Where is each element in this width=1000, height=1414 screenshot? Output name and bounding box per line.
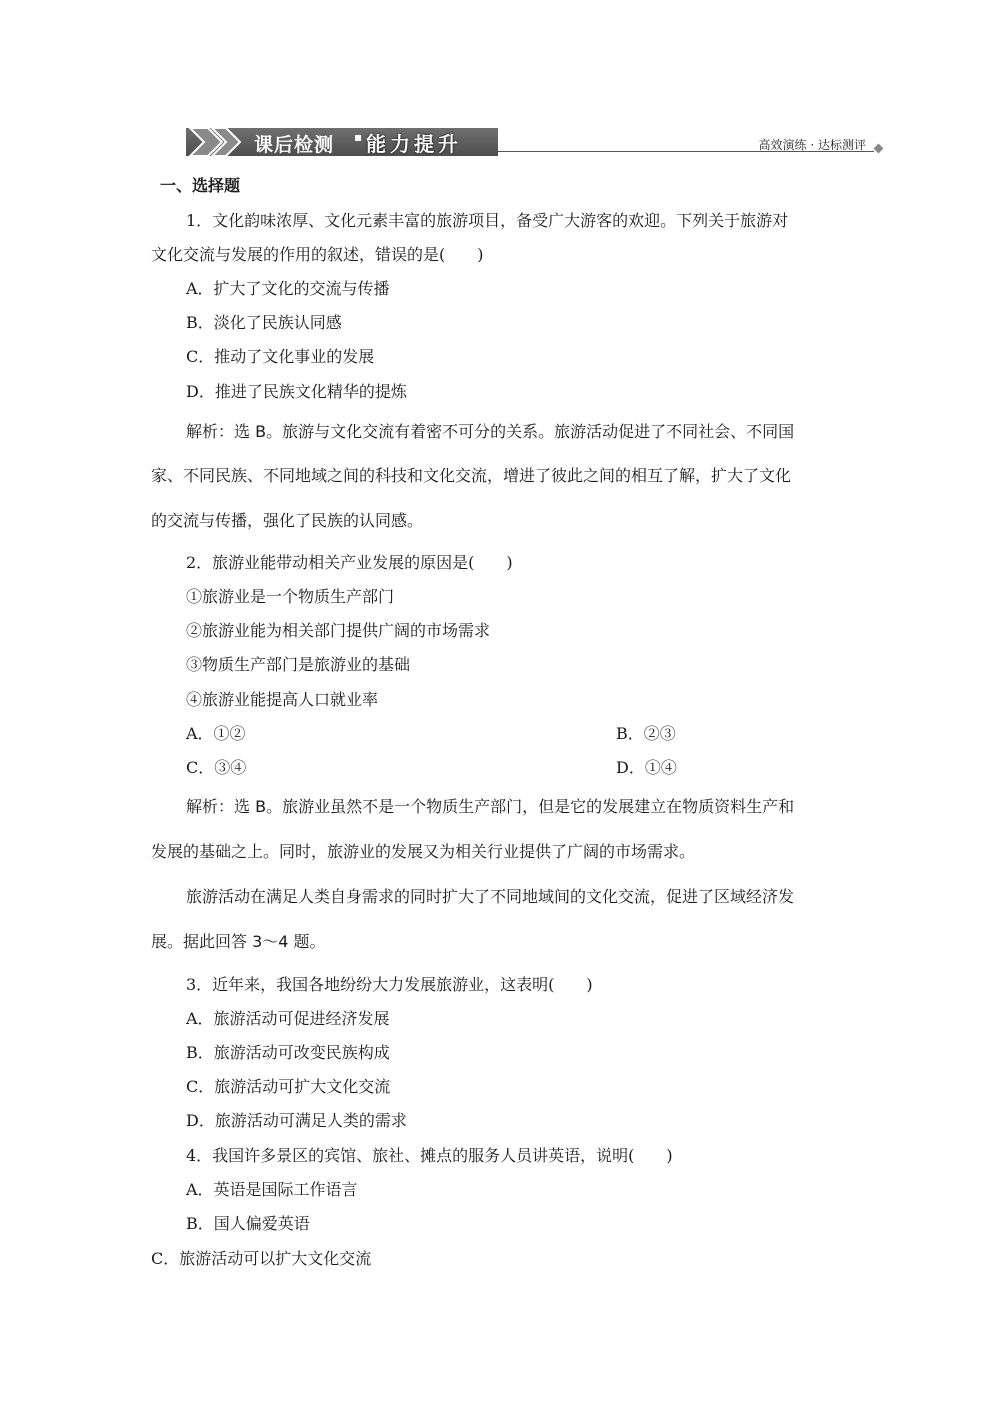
q2-item-4: ④旅游业能提高人口就业率 [186, 690, 379, 709]
q3-stem: 3．近年来，我国各地纷纷大力发展旅游业，这表明( ) [186, 975, 593, 994]
q3-option-c: C．旅游活动可扩大文化交流 [186, 1077, 391, 1096]
section-banner [186, 124, 886, 160]
q1-analysis-line1: 解析：选 B。旅游与文化交流有着密不可分的关系。旅游活动促进了不同社会、不同国 [186, 422, 795, 441]
q2-option-d: D．①④ [616, 758, 677, 777]
banner-separator: ▪ [354, 130, 363, 144]
q4-option-a: A．英语是国际工作语言 [186, 1180, 358, 1199]
passage-line2: 展。据此回答 3～4 题。 [151, 932, 326, 951]
q1-analysis-line2: 家、不同民族、不同地域之间的科技和文化交流，增进了彼此之间的相互了解，扩大了文化 [151, 466, 792, 485]
q1-option-a: A．扩大了文化的交流与传播 [186, 279, 390, 298]
q3-option-a: A．旅游活动可促进经济发展 [186, 1009, 390, 1028]
section-title: 一、选择题 [160, 176, 241, 195]
q1-stem-line1: 1．文化韵味浓厚、文化元素丰富的旅游项目，备受广大游客的欢迎。下列关于旅游对 [186, 211, 789, 230]
q1-analysis-line3: 的交流与传播，强化了民族的认同感。 [151, 511, 424, 530]
q3-option-b: B．旅游活动可改变民族构成 [186, 1043, 390, 1062]
q1-option-c: C．推动了文化事业的发展 [186, 347, 375, 366]
q2-item-2: ②旅游业能为相关部门提供广阔的市场需求 [186, 621, 491, 640]
q2-option-a: A．①② [186, 724, 246, 743]
q2-option-b: B．②③ [616, 724, 676, 743]
q1-option-d: D．推进了民族文化精华的提炼 [186, 382, 407, 401]
diamond-icon [874, 144, 884, 154]
chevron-right-icon [186, 124, 256, 160]
q4-option-c: C．旅游活动可以扩大文化交流 [151, 1249, 372, 1268]
passage-line1: 旅游活动在满足人类自身需求的同时扩大了不同地域间的文化交流，促进了区域经济发 [186, 887, 795, 906]
q4-stem: 4．我国许多景区的宾馆、旅社、摊点的服务人员讲英语，说明( ) [186, 1146, 673, 1165]
q2-option-c: C．③④ [186, 758, 247, 777]
q2-analysis-line1: 解析：选 B。旅游业虽然不是一个物质生产部门，但是它的发展建立在物质资料生产和 [186, 797, 795, 816]
q1-option-b: B．淡化了民族认同感 [186, 313, 342, 332]
q2-stem: 2．旅游业能带动相关产业发展的原因是( ) [186, 553, 513, 572]
banner-subtitle: 能力提升 [366, 132, 462, 156]
q2-analysis-line2: 发展的基础之上。同时，旅游业的发展又为相关行业提供了广阔的市场需求。 [151, 842, 696, 861]
q4-option-b: B．国人偏爱英语 [186, 1214, 310, 1233]
banner-title: 课后检测 [254, 134, 335, 156]
q3-option-d: D．旅游活动可满足人类的需求 [186, 1111, 407, 1130]
q2-item-3: ③物质生产部门是旅游业的基础 [186, 655, 411, 674]
banner-right-label: 高效演练 · 达标测评 [758, 138, 866, 152]
q1-stem-line2: 文化交流与发展的作用的叙述，错误的是( ) [151, 245, 484, 264]
q2-item-1: ①旅游业是一个物质生产部门 [186, 587, 395, 606]
